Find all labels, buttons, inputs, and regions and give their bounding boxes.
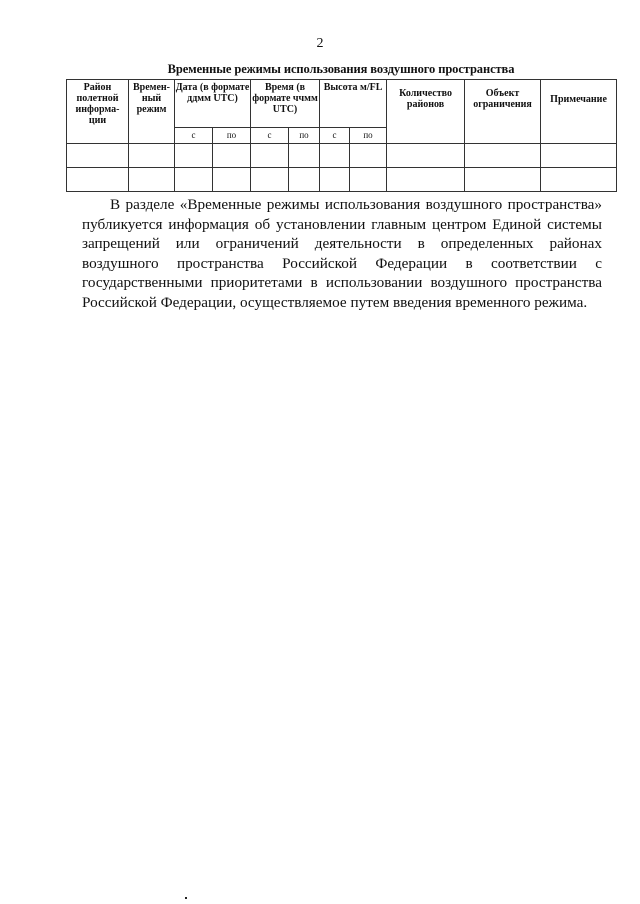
table-cell	[541, 144, 617, 168]
page-number: 2	[316, 36, 324, 51]
paragraph-text: В разделе «Временные режимы использования воздушного пространства» публикуется информация об установлении главным центром Единой системы запрещений или ограничений деятельности в определенных районах воздушного пространства Российской Федерации в соответствии с государственными приоритетами в использовании воздушного пространства Российской Федерации, осуществляемое путем введения временного режима.	[82, 196, 602, 311]
subheader-date-from: с	[175, 128, 213, 144]
header-time: Время (в формате ччмм UTC)	[251, 80, 320, 128]
table-cell	[541, 168, 617, 192]
body-paragraph	[82, 195, 602, 312]
scan-speck	[185, 897, 187, 899]
header-height: Высота м/FL	[320, 80, 387, 128]
subheader-height-from: с	[320, 128, 350, 144]
table-cell	[465, 168, 541, 192]
table-cell	[129, 168, 175, 192]
table-cell	[251, 144, 289, 168]
table-cell	[213, 168, 251, 192]
header-count: Количество районов	[387, 80, 465, 144]
table-row	[67, 144, 617, 168]
table-cell	[251, 168, 289, 192]
header-date: Дата (в формате ддмм UTC)	[175, 80, 251, 128]
table-title: Временные режимы использования воздушного пространства	[167, 62, 515, 76]
table-cell	[289, 144, 320, 168]
header-note: Примечание	[541, 80, 617, 144]
table-cell	[320, 168, 350, 192]
table-cell	[387, 168, 465, 192]
table-cell	[320, 144, 350, 168]
subheader-time-to: по	[289, 128, 320, 144]
regimes-table	[66, 79, 617, 192]
subheader-date-to: по	[213, 128, 251, 144]
subheader-time-from: с	[251, 128, 289, 144]
table-row	[67, 168, 617, 192]
table-cell	[387, 144, 465, 168]
table-cell	[213, 144, 251, 168]
header-region: Район полетной информа-ции	[67, 80, 129, 144]
table-cell	[465, 144, 541, 168]
table-cell	[350, 168, 387, 192]
header-regime: Времен-ный режим	[129, 80, 175, 144]
table-cell	[67, 144, 129, 168]
table-cell	[175, 168, 213, 192]
table-cell	[289, 168, 320, 192]
subheader-height-to: по	[350, 128, 387, 144]
table-cell	[129, 144, 175, 168]
table-cell	[175, 144, 213, 168]
table-cell	[67, 168, 129, 192]
table-cell	[350, 144, 387, 168]
header-object: Объект ограничения	[465, 80, 541, 144]
